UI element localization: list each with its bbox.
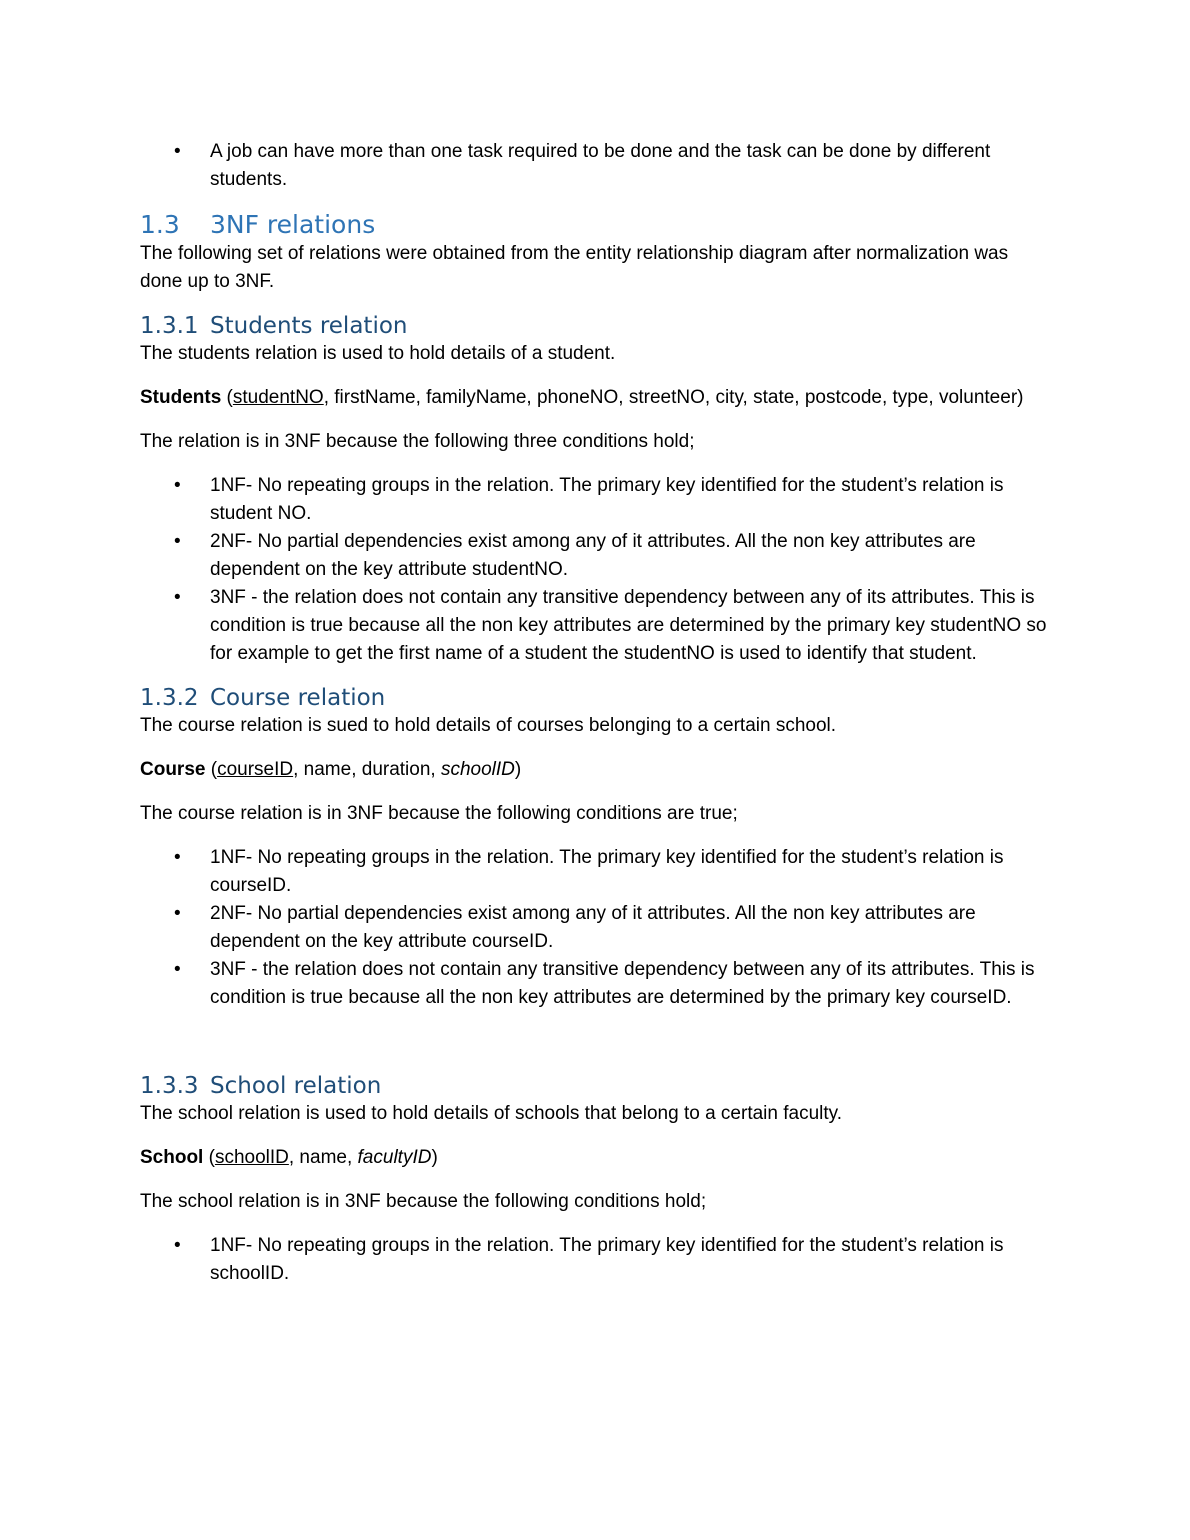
subsection-heading-course: 1.3.2 Course relation bbox=[140, 685, 386, 711]
students-relation-schema: Students (studentNO, firstName, familyName, phoneNO, streetNO, city, state, postcode, type, volunteer) bbox=[140, 387, 1024, 408]
list-item: • 2NF- No partial dependencies exist among any of it attributes. All the non key attributes are dependent on the key attribute studentNO. bbox=[140, 528, 1050, 584]
foreign-key: schoolID bbox=[440, 759, 515, 780]
bullet-icon: • bbox=[174, 959, 181, 980]
school-relation-schema: School (schoolID, name, facultyID) bbox=[140, 1147, 438, 1168]
course-conditions-list bbox=[140, 844, 1050, 1012]
list-item: • 1NF- No repeating groups in the relation. The primary key identified for the student’s relation is schoolID. bbox=[140, 1232, 1050, 1288]
primary-key: studentNO bbox=[232, 387, 324, 408]
course-conditions-intro: The course relation is in 3NF because the following conditions are true; bbox=[140, 803, 738, 824]
students-conditions-intro: The relation is in 3NF because the following three conditions hold; bbox=[140, 431, 695, 452]
list-item: • 2NF- No partial dependencies exist among any of it attributes. All the non key attributes are dependent on the key attribute courseID. bbox=[140, 900, 1050, 956]
bullet-icon: • bbox=[174, 531, 181, 552]
primary-key: schoolID bbox=[214, 1147, 289, 1168]
list-item: • 1NF- No repeating groups in the relation. The primary key identified for the student’s relation is courseID. bbox=[140, 844, 1050, 900]
course-description: The course relation is sued to hold details of courses belonging to a certain school. bbox=[140, 715, 837, 736]
school-conditions-list bbox=[140, 1232, 1050, 1288]
foreign-key: facultyID bbox=[357, 1147, 432, 1168]
top-bullet-list bbox=[140, 138, 1050, 194]
bullet-icon: • bbox=[174, 1235, 181, 1256]
section-heading-1-3: 1.3 3NF relations bbox=[140, 210, 376, 239]
course-relation-schema: Course (courseID, name, duration, schoolID) bbox=[140, 759, 522, 780]
list-item: • 1NF- No repeating groups in the relation. The primary key identified for the student’s relation is student NO. bbox=[140, 472, 1050, 528]
subsection-heading-school: 1.3.3 School relation bbox=[140, 1073, 382, 1099]
list-item: • 3NF - the relation does not contain any transitive dependency between any of its attributes. This is condition is true because all the non key attributes are determined by the primary key courseID. bbox=[140, 956, 1050, 1012]
students-description: The students relation is used to hold details of a student. bbox=[140, 343, 616, 364]
document-page bbox=[140, 138, 1050, 1288]
primary-key: courseID bbox=[217, 759, 294, 780]
bullet-icon: • bbox=[174, 847, 181, 868]
bullet-icon: • bbox=[174, 141, 181, 162]
students-conditions-list bbox=[140, 472, 1050, 668]
list-item: • 3NF - the relation does not contain any transitive dependency between any of its attributes. This is condition is true because all the non key attributes are determined by the primary key studentNO so for example to get the first name of a student the studentNO is used to identify that student. bbox=[140, 584, 1050, 668]
bullet-icon: • bbox=[174, 587, 181, 608]
school-conditions-intro: The school relation is in 3NF because the following conditions hold; bbox=[140, 1191, 707, 1212]
school-description: The school relation is used to hold details of schools that belong to a certain faculty. bbox=[140, 1103, 843, 1124]
subsection-heading-students: 1.3.1 Students relation bbox=[140, 313, 408, 339]
bullet-icon: • bbox=[174, 475, 181, 496]
list-item: • A job can have more than one task required to be done and the task can be done by different students. bbox=[140, 138, 1050, 194]
section-intro: The following set of relations were obtained from the entity relationship diagram after normalization was done up to 3NF. bbox=[140, 243, 1009, 292]
bullet-icon: • bbox=[174, 903, 181, 924]
